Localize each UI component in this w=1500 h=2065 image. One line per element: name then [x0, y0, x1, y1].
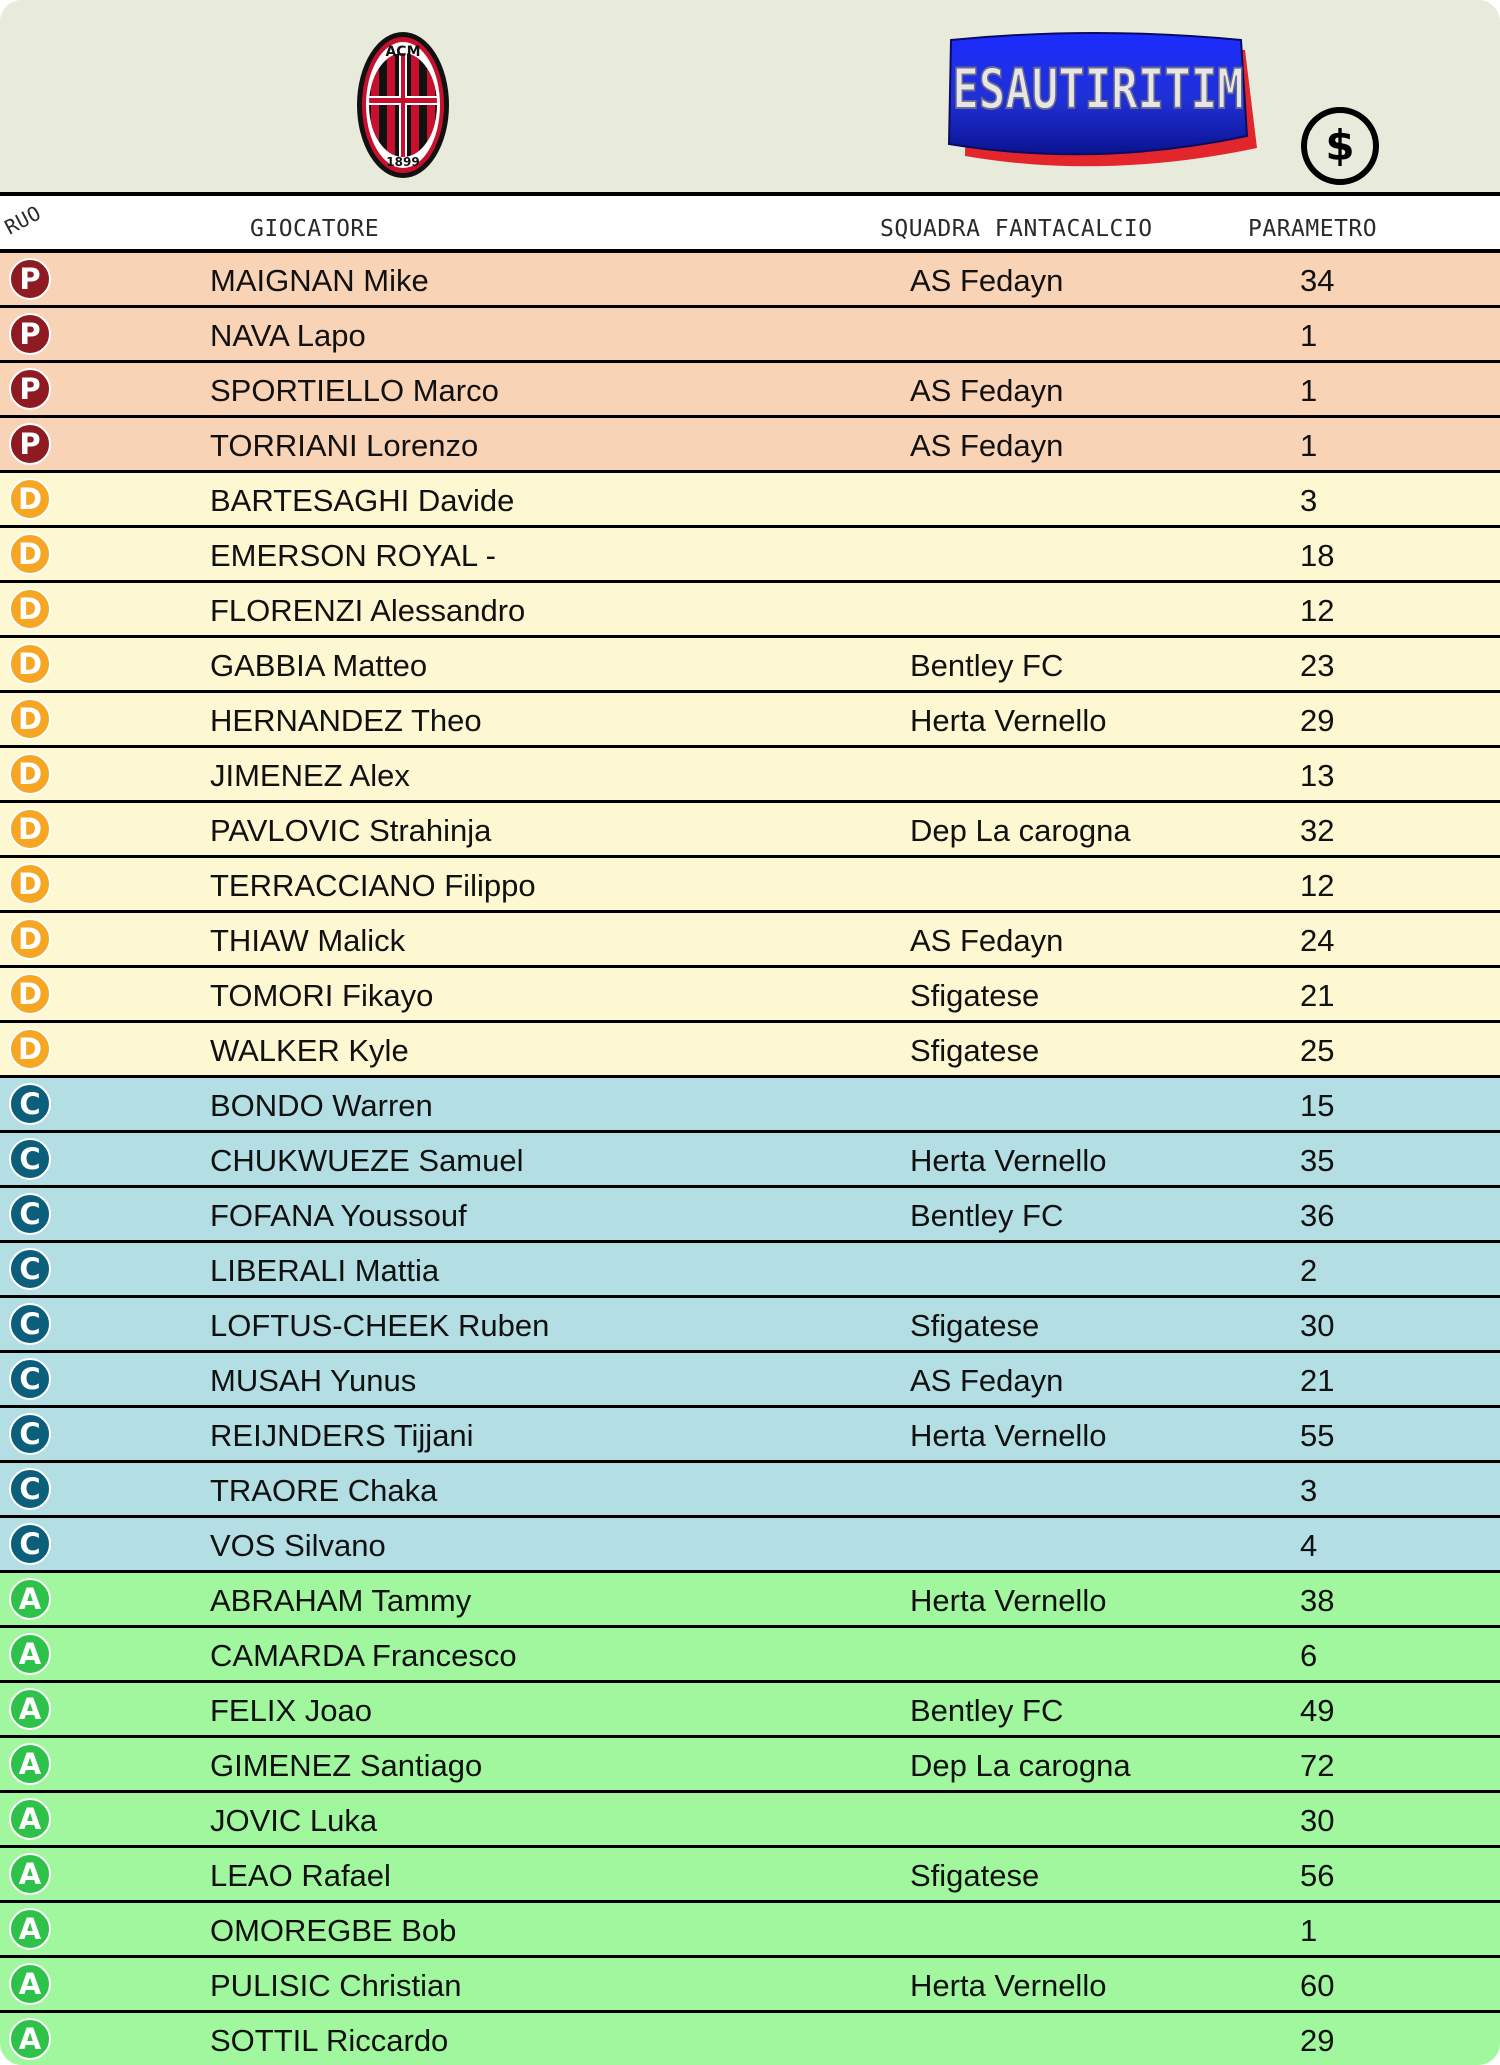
- table-row[interactable]: [0, 1188, 1500, 1243]
- player-table-body: [0, 253, 1500, 2065]
- acm-logo-top-text: ACM: [385, 44, 421, 60]
- parameter-value: 30: [1300, 1308, 1335, 1343]
- role-badge: A: [9, 1688, 51, 1730]
- fanta-team: AS Fedayn: [910, 373, 1064, 408]
- player-name: MUSAH Yunus: [210, 1363, 417, 1398]
- role-badge: D: [9, 588, 51, 630]
- table-row[interactable]: [0, 528, 1500, 583]
- table-row[interactable]: [0, 253, 1500, 308]
- fanta-team: AS Fedayn: [910, 428, 1064, 463]
- fanta-team: Bentley FC: [910, 1693, 1064, 1728]
- player-name: THIAW Malick: [210, 923, 406, 958]
- table-row[interactable]: [0, 1903, 1500, 1958]
- role-badge: D: [9, 808, 51, 850]
- table-row[interactable]: [0, 1628, 1500, 1683]
- dollar-circle-icon: [1298, 104, 1382, 188]
- player-name: LOFTUS-CHEEK Ruben: [210, 1308, 550, 1343]
- parameter-value: 6: [1300, 1638, 1318, 1673]
- parameter-value: 72: [1300, 1748, 1335, 1783]
- role-badge: C: [9, 1358, 51, 1400]
- role-badge: P: [9, 423, 51, 465]
- role-badge: C: [9, 1248, 51, 1290]
- player-name: GABBIA Matteo: [210, 648, 428, 683]
- player-name: JOVIC Luka: [210, 1803, 378, 1838]
- column-header-fanta-team[interactable]: SQUADRA FANTACALCIO: [880, 216, 1153, 242]
- column-header-parameter[interactable]: PARAMETRO: [1248, 216, 1378, 242]
- role-badge: A: [9, 1798, 51, 1840]
- fanta-team: AS Fedayn: [910, 263, 1064, 298]
- parameter-value: 1: [1300, 1913, 1318, 1948]
- parameter-value: 12: [1300, 593, 1335, 628]
- parameter-value: 18: [1300, 538, 1335, 573]
- table-row[interactable]: [0, 803, 1500, 858]
- player-name: FOFANA Youssouf: [210, 1198, 467, 1233]
- role-badge: A: [9, 1578, 51, 1620]
- fanta-team: Bentley FC: [910, 1198, 1064, 1233]
- role-badge: P: [9, 258, 51, 300]
- player-name: VOS Silvano: [210, 1528, 386, 1563]
- player-name: FELIX Joao: [210, 1693, 372, 1728]
- header: [0, 0, 1500, 196]
- table-row[interactable]: [0, 1078, 1500, 1133]
- table-row[interactable]: [0, 1683, 1500, 1738]
- fanta-team: Dep La carogna: [910, 1748, 1131, 1783]
- player-name: HERNANDEZ Theo: [210, 703, 482, 738]
- role-badge: A: [9, 2018, 51, 2060]
- parameter-value: 30: [1300, 1803, 1335, 1838]
- table-row[interactable]: [0, 1848, 1500, 1903]
- parameter-value: 23: [1300, 648, 1335, 683]
- player-name: GIMENEZ Santiago: [210, 1748, 483, 1783]
- player-name: REIJNDERS Tijjani: [210, 1418, 474, 1453]
- role-badge: P: [9, 313, 51, 355]
- fanta-team: Herta Vernello: [910, 703, 1107, 738]
- fanta-team: AS Fedayn: [910, 1363, 1064, 1398]
- table-row[interactable]: [0, 583, 1500, 638]
- role-badge: D: [9, 698, 51, 740]
- table-row[interactable]: [0, 2013, 1500, 2065]
- parameter-value: 34: [1300, 263, 1335, 298]
- parameter-value: 35: [1300, 1143, 1335, 1178]
- fanta-team: Sfigatese: [910, 978, 1040, 1013]
- player-name: WALKER Kyle: [210, 1033, 409, 1068]
- parameter-value: 12: [1300, 868, 1335, 903]
- acm-logo-year-text: 1899: [386, 155, 420, 169]
- table-row[interactable]: [0, 1408, 1500, 1463]
- role-badge: C: [9, 1138, 51, 1180]
- table-row[interactable]: [0, 1958, 1500, 2013]
- parameter-value: 2: [1300, 1253, 1318, 1288]
- role-badge: D: [9, 918, 51, 960]
- fanta-team: Herta Vernello: [910, 1418, 1107, 1453]
- player-name: PAVLOVIC Strahinja: [210, 813, 492, 848]
- role-badge: D: [9, 533, 51, 575]
- parameter-value: 3: [1300, 483, 1318, 518]
- fanta-team: Bentley FC: [910, 648, 1064, 683]
- table-row[interactable]: [0, 1298, 1500, 1353]
- player-name: LEAO Rafael: [210, 1858, 391, 1893]
- fanta-team: Sfigatese: [910, 1308, 1040, 1343]
- table-row[interactable]: [0, 1518, 1500, 1573]
- player-name: CHUKWUEZE Samuel: [210, 1143, 524, 1178]
- role-badge: A: [9, 1908, 51, 1950]
- player-name: ABRAHAM Tammy: [210, 1583, 472, 1618]
- player-name: CAMARDA Francesco: [210, 1638, 517, 1673]
- parameter-value: 1: [1300, 373, 1318, 408]
- player-name: EMERSON ROYAL -: [210, 538, 496, 573]
- fanta-team: Dep La carogna: [910, 813, 1131, 848]
- role-badge: C: [9, 1523, 51, 1565]
- table-header: [0, 196, 1500, 253]
- role-badge: P: [9, 368, 51, 410]
- table-row[interactable]: [0, 1243, 1500, 1298]
- table-row[interactable]: [0, 693, 1500, 748]
- parameter-value: 36: [1300, 1198, 1335, 1233]
- role-badge: C: [9, 1413, 51, 1455]
- role-badge: D: [9, 643, 51, 685]
- parameter-value: 60: [1300, 1968, 1335, 2003]
- fanta-team: Sfigatese: [910, 1858, 1040, 1893]
- player-name: BONDO Warren: [210, 1088, 433, 1123]
- fanta-team: AS Fedayn: [910, 923, 1064, 958]
- table-row[interactable]: [0, 858, 1500, 913]
- role-badge: D: [9, 973, 51, 1015]
- table-row[interactable]: [0, 968, 1500, 1023]
- role-badge: A: [9, 1633, 51, 1675]
- parameter-value: 21: [1300, 1363, 1335, 1398]
- parameter-value: 56: [1300, 1858, 1335, 1893]
- player-name: FLORENZI Alessandro: [210, 593, 526, 628]
- parameter-value: 3: [1300, 1473, 1318, 1508]
- league-logo: [945, 28, 1265, 180]
- player-name: TORRIANI Lorenzo: [210, 428, 479, 463]
- player-name: TRAORE Chaka: [210, 1473, 438, 1508]
- player-name: SPORTIELLO Marco: [210, 373, 499, 408]
- role-badge: C: [9, 1193, 51, 1235]
- fanta-team: Herta Vernello: [910, 1968, 1107, 2003]
- table-row[interactable]: [0, 1353, 1500, 1408]
- player-name: TOMORI Fikayo: [210, 978, 434, 1013]
- table-row[interactable]: [0, 473, 1500, 528]
- parameter-value: 1: [1300, 428, 1318, 463]
- role-badge: C: [9, 1083, 51, 1125]
- role-badge: A: [9, 1743, 51, 1785]
- player-name: MAIGNAN Mike: [210, 263, 429, 298]
- role-badge: D: [9, 1028, 51, 1070]
- table-row[interactable]: [0, 913, 1500, 968]
- parameter-value: 13: [1300, 758, 1335, 793]
- parameter-value: 38: [1300, 1583, 1335, 1618]
- table-row[interactable]: [0, 1738, 1500, 1793]
- table-row[interactable]: [0, 1023, 1500, 1078]
- parameter-value: 21: [1300, 978, 1335, 1013]
- role-badge: D: [9, 863, 51, 905]
- parameter-value: 32: [1300, 813, 1335, 848]
- parameter-value: 15: [1300, 1088, 1335, 1123]
- table-row[interactable]: [0, 1133, 1500, 1188]
- player-name: JIMENEZ Alex: [210, 758, 410, 793]
- parameter-value: 4: [1300, 1528, 1318, 1563]
- player-name: SOTTIL Riccardo: [210, 2023, 449, 2058]
- svg-text:$: $: [1325, 121, 1355, 170]
- table-row[interactable]: [0, 308, 1500, 363]
- player-name: OMOREGBE Bob: [210, 1913, 457, 1948]
- table-row[interactable]: [0, 1463, 1500, 1518]
- role-badge: A: [9, 1963, 51, 2005]
- league-logo-text: ESAUTIRITIM: [952, 57, 1244, 122]
- fanta-team: Herta Vernello: [910, 1143, 1107, 1178]
- player-name: TERRACCIANO Filippo: [210, 868, 536, 903]
- fanta-team: Herta Vernello: [910, 1583, 1107, 1618]
- parameter-value: 29: [1300, 2023, 1335, 2058]
- table-row[interactable]: [0, 748, 1500, 803]
- role-badge: C: [9, 1468, 51, 1510]
- acm-club-logo: [355, 30, 451, 180]
- player-name: NAVA Lapo: [210, 318, 366, 353]
- parameter-value: 24: [1300, 923, 1335, 958]
- table-row[interactable]: [0, 363, 1500, 418]
- parameter-value: 49: [1300, 1693, 1335, 1728]
- parameter-value: 55: [1300, 1418, 1335, 1453]
- table-row[interactable]: [0, 1793, 1500, 1848]
- role-badge: A: [9, 1853, 51, 1895]
- player-name: BARTESAGHI Davide: [210, 483, 515, 518]
- parameter-value: 25: [1300, 1033, 1335, 1068]
- player-name: LIBERALI Mattia: [210, 1253, 440, 1288]
- player-name: PULISIC Christian: [210, 1968, 462, 2003]
- fanta-team: Sfigatese: [910, 1033, 1040, 1068]
- table-row[interactable]: [0, 1573, 1500, 1628]
- role-badge: C: [9, 1303, 51, 1345]
- column-header-role[interactable]: RUO: [0, 200, 46, 240]
- column-header-player[interactable]: GIOCATORE: [250, 216, 380, 242]
- table-row[interactable]: [0, 638, 1500, 693]
- role-badge: D: [9, 478, 51, 520]
- parameter-value: 29: [1300, 703, 1335, 738]
- table-row[interactable]: [0, 418, 1500, 473]
- parameter-value: 1: [1300, 318, 1318, 353]
- role-badge: D: [9, 753, 51, 795]
